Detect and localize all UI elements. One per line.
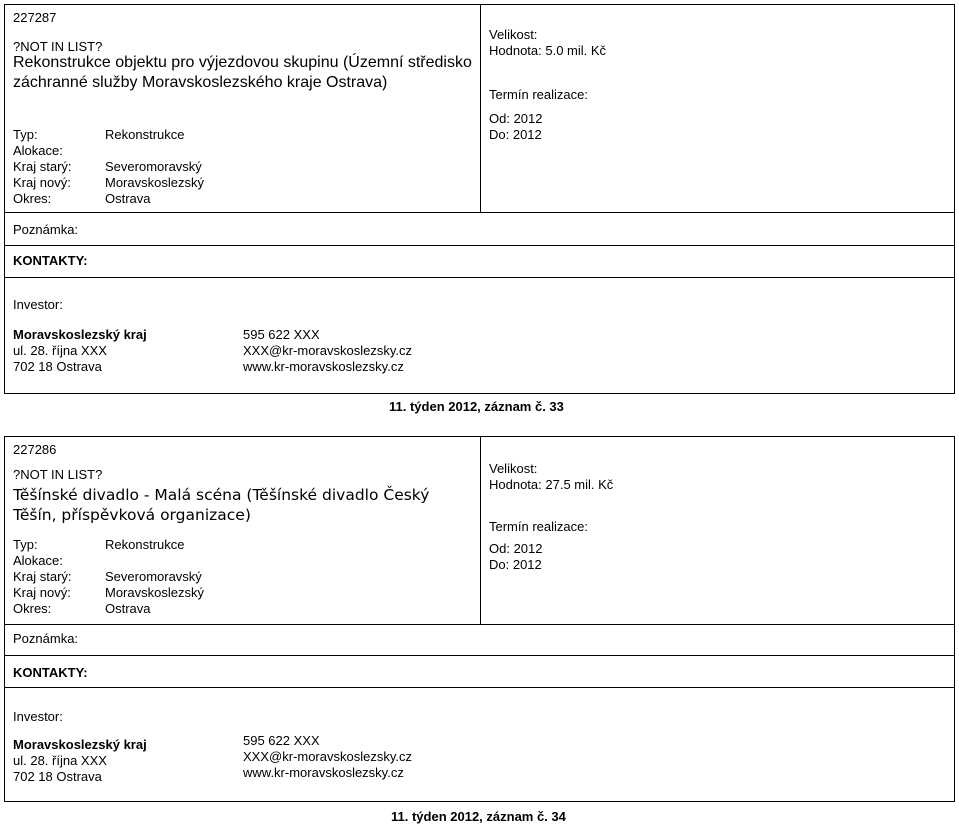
investor-email[interactable]: XXX@kr-moravskoslezsky.cz [243,749,412,764]
termin-od: Od: 2012 [489,541,543,556]
investor-phone: 595 622 XXX [243,327,320,342]
investor-label: Investor: [13,709,63,724]
hodnota: Hodnota: 5.0 mil. Kč [489,43,607,58]
separator [5,277,954,278]
label-okres: Okres: [13,601,52,616]
separator [5,245,954,246]
investor-web[interactable]: www.kr-moravskoslezsky.cz [243,765,404,780]
record-footer: 11. týden 2012, záznam č. 33 [389,399,564,414]
value-okres: Ostrava [105,601,151,616]
label-typ: Typ: [13,537,38,552]
record-id: 227287 [13,10,57,25]
label-kraj-novy: Kraj nový: [13,175,71,190]
termin-do: Do: 2012 [489,557,542,572]
value-okres: Ostrava [105,191,151,206]
record-id: 227286 [13,442,57,457]
contacts-box [4,624,955,802]
termin-do: Do: 2012 [489,127,542,142]
record-footer: 11. týden 2012, záznam č. 34 [391,809,566,824]
separator [5,687,954,688]
label-kraj-stary: Kraj starý: [13,569,72,584]
value-kraj-stary: Severomoravský [105,159,202,174]
value-kraj-stary: Severomoravský [105,569,202,584]
investor-label: Investor: [13,297,63,312]
column-divider [480,5,481,212]
termin-label: Termín realizace: [489,87,588,102]
record-title: Rekonstrukce objektu pro výjezdovou skupinu (Územní středisko záchranné služby Moravskoslezského kraje Ostrava) [13,54,472,91]
investor-name: Moravskoslezský kraj [13,327,147,342]
poznamka-label: Poznámka: [13,222,79,237]
label-kraj-novy: Kraj nový: [13,585,71,600]
record-header-box [4,4,955,213]
investor-name: Moravskoslezský kraj [13,737,147,752]
termin-od: Od: 2012 [489,111,543,126]
value-typ: Rekonstrukce [105,127,185,142]
record-status: ?NOT IN LIST? [13,467,103,482]
column-divider [480,437,481,624]
investor-street: ul. 28. října XXX [13,343,107,358]
investor-street: ul. 28. října XXX [13,753,107,768]
label-typ: Typ: [13,127,38,142]
termin-label: Termín realizace: [489,519,588,534]
label-okres: Okres: [13,191,52,206]
kontakty-heading: KONTAKTY: [13,253,88,268]
record-status: ?NOT IN LIST? [13,39,103,54]
investor-city: 702 18 Ostrava [13,359,102,374]
label-kraj-stary: Kraj starý: [13,159,72,174]
label-alokace: Alokace: [13,143,63,158]
record-header-box [4,436,955,625]
investor-city: 702 18 Ostrava [13,769,102,784]
investor-web[interactable]: www.kr-moravskoslezsky.cz [243,359,404,374]
record-title: Těšínské divadlo - Malá scéna (Těšínské divadlo Český Těšín, příspěvková organizace) [13,486,430,524]
contacts-box [4,212,955,394]
velikost-label: Velikost: [489,27,538,42]
poznamka-label: Poznámka: [13,631,79,646]
investor-email[interactable]: XXX@kr-moravskoslezsky.cz [243,343,412,358]
value-typ: Rekonstrukce [105,537,185,552]
hodnota: Hodnota: 27.5 mil. Kč [489,477,614,492]
kontakty-heading: KONTAKTY: [13,665,88,680]
value-kraj-novy: Moravskoslezský [105,585,204,600]
velikost-label: Velikost: [489,461,538,476]
label-alokace: Alokace: [13,553,63,568]
separator [5,655,954,656]
investor-phone: 595 622 XXX [243,733,320,748]
value-kraj-novy: Moravskoslezský [105,175,204,190]
